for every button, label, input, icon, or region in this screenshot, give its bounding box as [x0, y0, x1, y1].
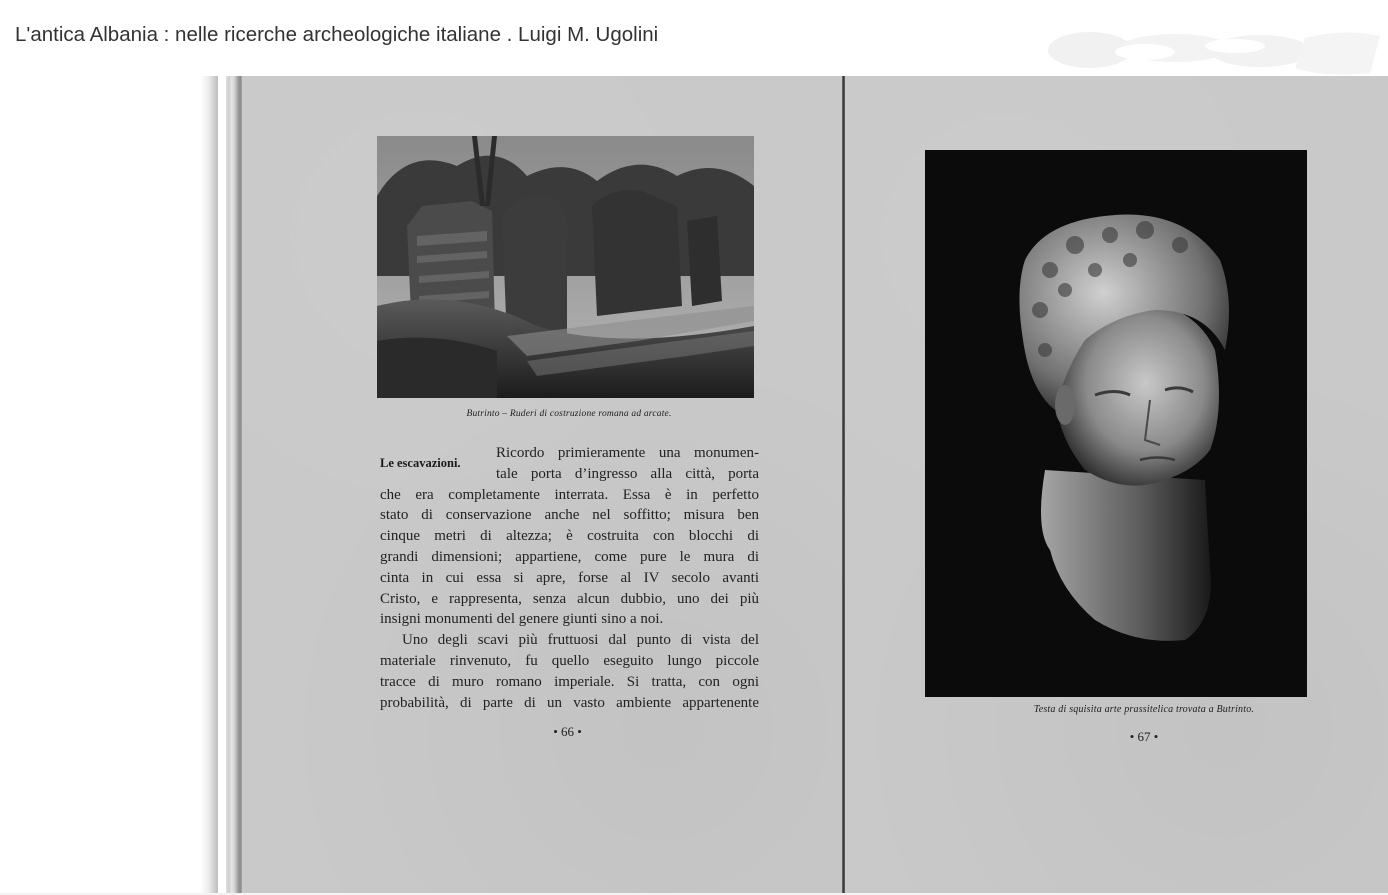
- title-bar: [0, 0, 1388, 76]
- right-page: [845, 76, 1388, 893]
- text-line: tale porta d’ingresso alla città, porta: [496, 465, 759, 482]
- bust-photograph: [925, 150, 1307, 697]
- bust-image: [925, 150, 1307, 697]
- book-page-edges: [226, 76, 242, 893]
- smudge-overlay: [1045, 18, 1388, 78]
- text-line: Cristo, e rappresenta, senza alcun dubbio, uno dei più: [380, 590, 759, 607]
- text-line: Uno degli scavi più fruttuosi dal punto di vista del: [402, 632, 759, 649]
- text-line: materiale rinvenuto, fu quello eseguito lungo piccole: [380, 652, 759, 669]
- body-text: [380, 443, 759, 713]
- ruins-caption: Butrinto – Ruderi di costruzione romana ad arcate.: [466, 409, 672, 419]
- text-line: insigni monumenti del genere giunti sino a noi.: [380, 611, 664, 628]
- text-line: cinque metri di altezza; è costruita con blocchi di: [380, 528, 759, 545]
- book-edge-shadow: [200, 76, 218, 893]
- document-title: L'antica Albania : nelle ricerche archeologiche italiane . Luigi M. Ugolini: [15, 23, 659, 46]
- ruins-photograph: [377, 136, 754, 398]
- text-line: grandi dimensioni; appartiene, come pure le mura di: [380, 548, 759, 565]
- text-line: cinta in cui essa si apre, forse al IV secolo avanti: [380, 569, 759, 586]
- section-sidenote: Le escavazioni.: [380, 456, 461, 470]
- left-page: [242, 76, 843, 893]
- page-number-right: • 67 •: [1129, 729, 1159, 744]
- page-number-left: • 66 •: [553, 724, 582, 739]
- bust-caption: Testa di squisita arte prassitelica trovata a Butrinto.: [1033, 704, 1255, 715]
- text-line: stato di conservazione anche nel soffitto; misura ben: [380, 507, 759, 524]
- text-line: che era completamente interrata. Essa è in perfetto: [380, 486, 759, 503]
- document-viewer[interactable]: [0, 76, 1388, 895]
- text-line: tracce di muro romano imperiale. Si tratta, con ogni: [380, 673, 759, 690]
- text-line: probabilità, di parte di un vasto ambiente appartenente: [380, 694, 759, 711]
- ruins-image: [377, 136, 754, 398]
- text-line: Ricordo primieramente una monumen-: [496, 445, 759, 461]
